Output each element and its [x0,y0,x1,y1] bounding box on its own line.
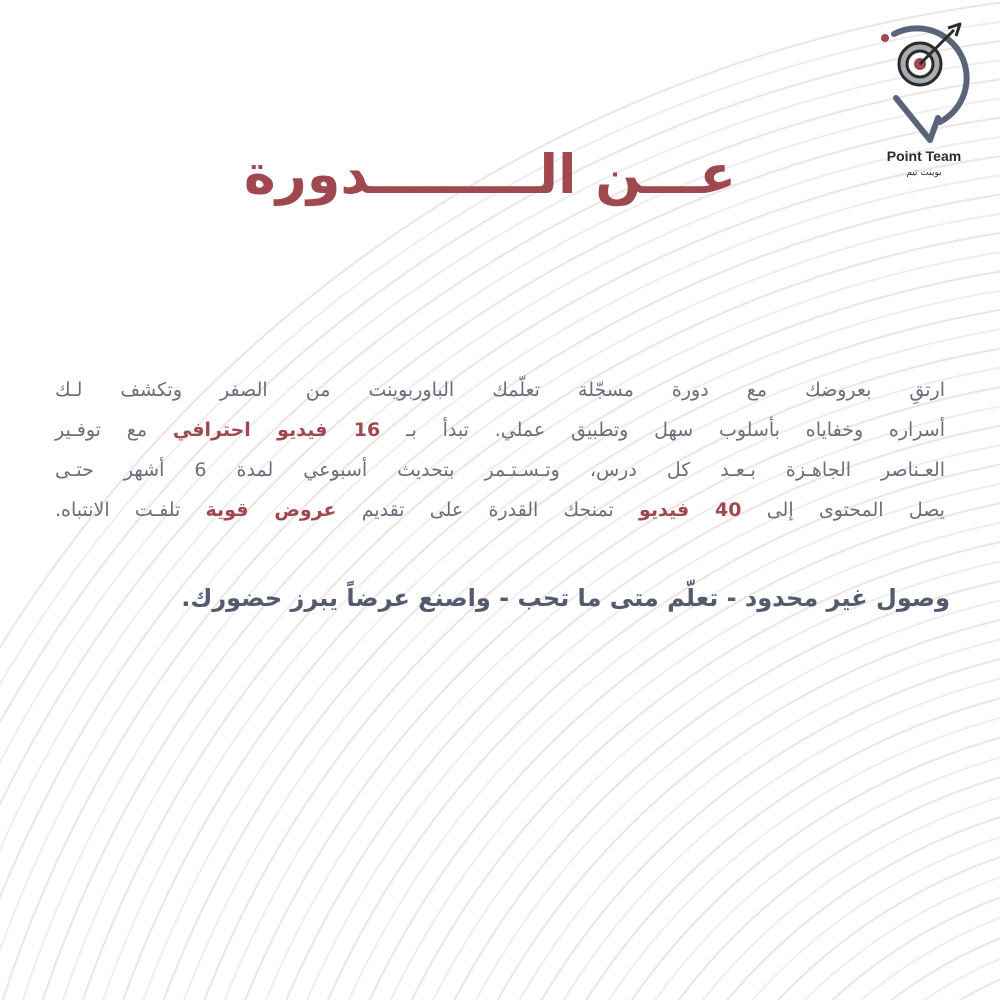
background-arc [513,713,1000,1000]
description-line [55,490,945,530]
background-arc [266,466,1000,1000]
highlight-total-videos: 40 فيديو [639,499,742,521]
tagline: وصول غير محدود - تعلّم متى ما تحب - واصنع عرضاً يبرز حضورك. [181,584,950,612]
background-arc [646,846,1000,1000]
brand-name-arabic: بوينت تيم [906,168,942,178]
description-text: مع توفـير [55,419,173,441]
background-arc [475,675,1000,1000]
description-text: يصل المحتوى إلى [741,499,945,521]
brand-name: Point Team [886,148,962,164]
highlight-video-count: 16 فيديو احترافي [172,419,381,441]
background-arc [760,960,1000,1000]
highlight-strong-presentations: عروض قوية [205,499,337,521]
page-title: عـــن الـــــــــدورة [243,143,737,206]
background-arc [0,86,1000,1000]
background-arc [418,618,1000,1000]
course-description [55,370,945,530]
background-arc [551,751,1000,1000]
description-line [55,410,945,450]
target-with-arrow-icon [872,16,976,148]
description-text: أسراره وخفاياه بأسلوب سهل وتطبيق عملي. تبدأ بـ [380,419,945,441]
description-line: ارتقِ بعروضك مع دورة مسجّلة تعلّمك الباوربوينت من الصفر وتكشف لـك [55,379,945,401]
background-arc [665,865,1000,1000]
brand-logo [872,16,984,186]
description-text: تمنحك القدرة على تقديم [336,499,639,521]
description-line: العـناصر الجاهـزة بـعـد كل درس، وتـسـتـمر بتحديث أسبوعي لمدة 6 أشهر حتـى [55,459,945,481]
background-arc [608,808,1000,1000]
background-arc [0,105,1000,1000]
background-arc [0,124,1000,1000]
background-arc [380,580,1000,1000]
description-text: تلفـت الانتباه. [55,499,206,521]
background-arc [0,143,1000,1000]
